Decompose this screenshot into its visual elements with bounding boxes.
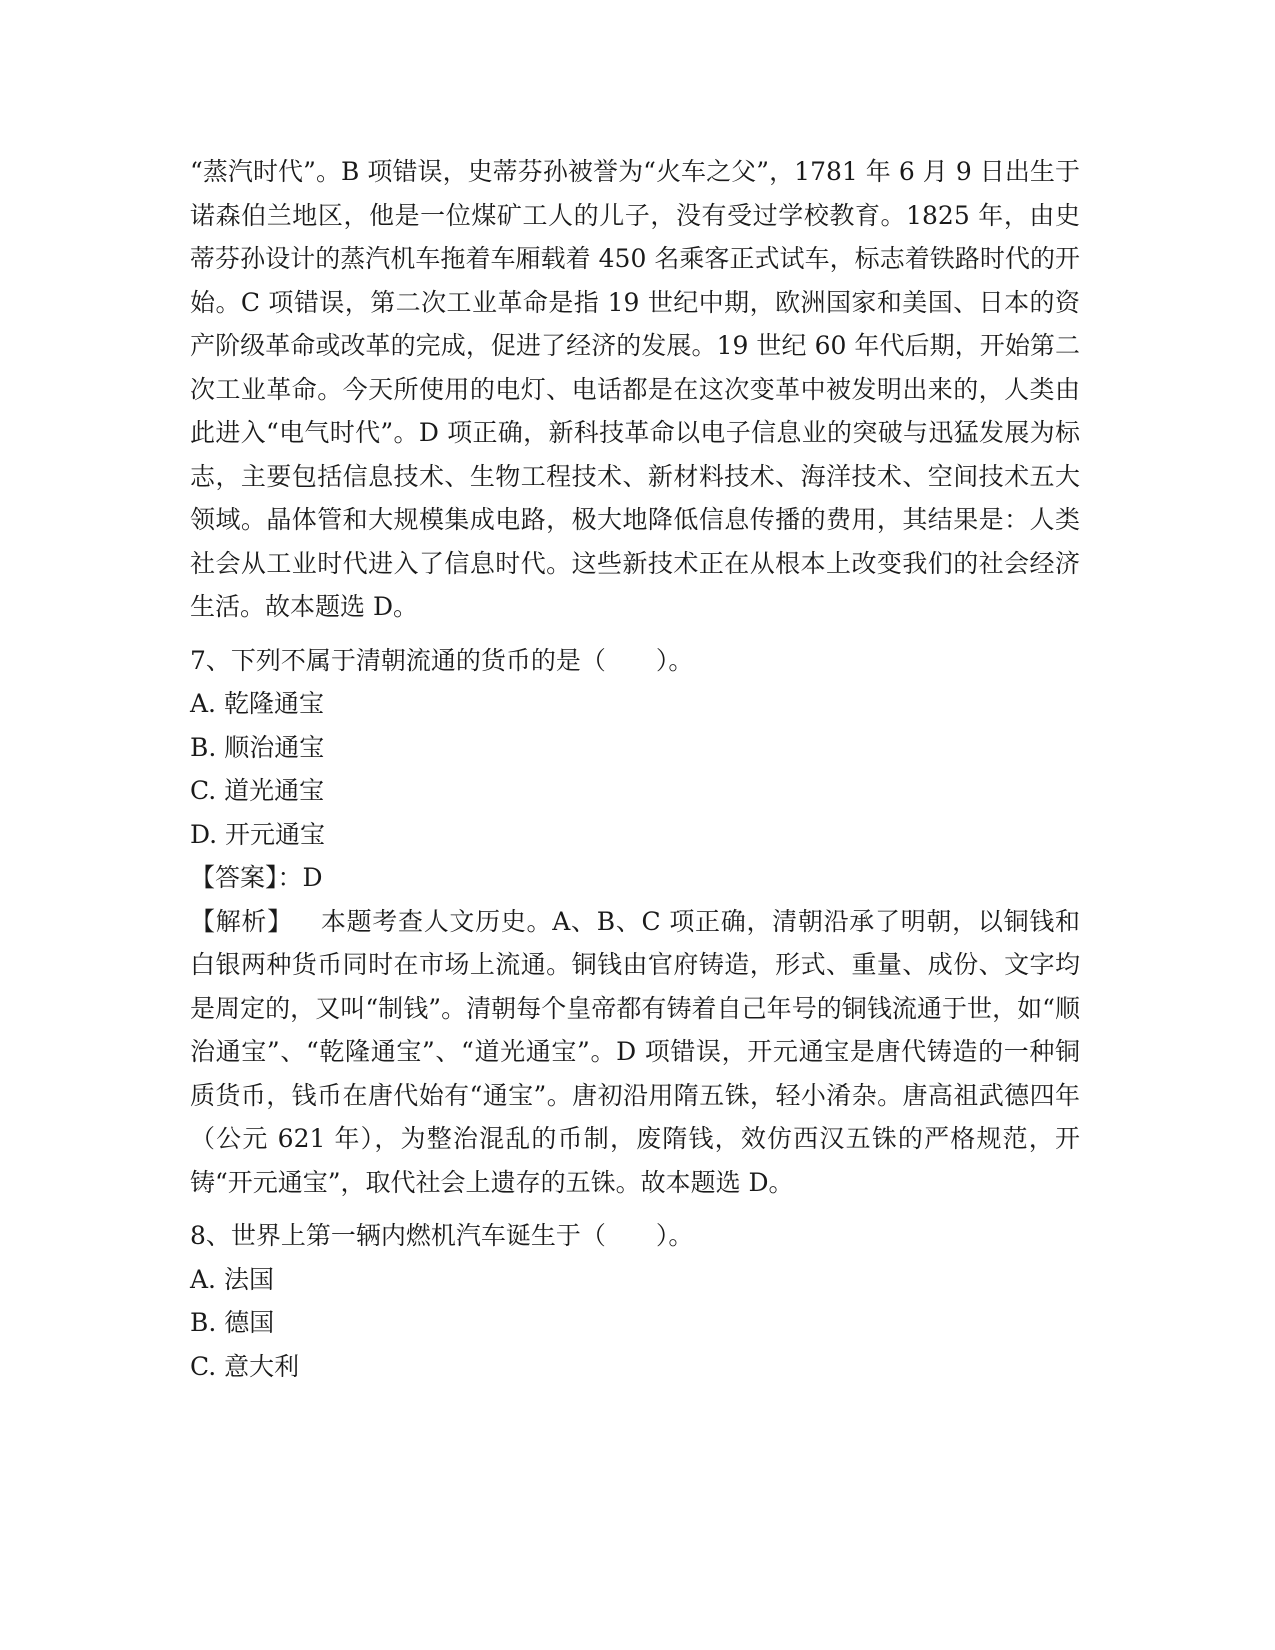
question-stem: 8、世界上第一辆内燃机汽车诞生于（ ）。 <box>190 1221 694 1250</box>
option-a: A. 法国 <box>190 1264 274 1294</box>
continued-analysis-paragraph: “蒸汽时代”。B 项错误，史蒂芬孙被誉为“火车之父”，1781 年 6 月 9 日出生于诺森伯兰地区，他是一位煤矿工人的儿子，没有受过学校教育。1825 年，由史蒂芬孙设计的蒸汽机车拖着车厢载着 450 名乘客正式试车，标志着铁路时代的开始。C 项错误，第二次工业革命是指 19 世纪中期，欧洲国家和美国、日本的资产阶级革命或改革的完成，促进了经济的发展。19 世纪 60 年代后期，开始第二次工业革命。今天所使用的电灯、电话都是在这次变革中被发明出来的，人类由此进入“电气时代”。D 项正确，新科技革命以电子信息业的突破与迅猛发展为标志，主要包括信息技术、生物工程技术、新材料技术、海洋技术、空间技术五大领域。晶体管和大规模集成电路，极大地降低信息传播的费用，其结果是：人类社会从工业时代进入了信息时代。这些新技术正在从根本上改变我们的社会经济生活。故本题选 D。 <box>190 157 1080 621</box>
option-a: A. 乾隆通宝 <box>190 689 324 718</box>
option-c: C. 意大利 <box>190 1351 300 1381</box>
analysis-paragraph <box>190 900 1080 1205</box>
option-b: B. 顺治通宝 <box>190 732 325 762</box>
analysis-label: 【解析】 <box>190 906 293 936</box>
question-7 <box>190 639 1080 1205</box>
option-list <box>190 682 1080 856</box>
option-c: C. 道光通宝 <box>190 776 325 805</box>
option-b: B. 德国 <box>190 1308 275 1337</box>
option-list <box>190 1258 1080 1389</box>
answer-line: 【答案】：D <box>190 863 323 892</box>
analysis-text: 本题考查人文历史。A、B、C 项正确，清朝沿承了明朝，以铜钱和白银两种货币同时在市场上流通。铜钱由官府铸造，形式、重量、成份、文字均是周定的，又叫“制钱”。清朝每个皇帝都有铸着自己年号的铜钱流通于世，如“顺治通宝”、“乾隆通宝”、“道光通宝”。D 项错误，开元通宝是唐代铸造的一种铜质货币，钱币在唐代始有“通宝”。唐初沿用隋五铢，轻小淆杂。唐高祖武德四年（公元 621 年），为整治混乱的币制，废隋钱，效仿西汉五铢的严格规范，开铸“开元通宝”，取代社会上遗存的五铢。故本题选 D。 <box>190 906 1080 1197</box>
page-content <box>190 150 1080 1388</box>
question-stem: 7、下列不属于清朝流通的货币的是（ ）。 <box>190 645 694 675</box>
question-8 <box>190 1214 1080 1388</box>
option-d: D. 开元通宝 <box>190 819 326 849</box>
